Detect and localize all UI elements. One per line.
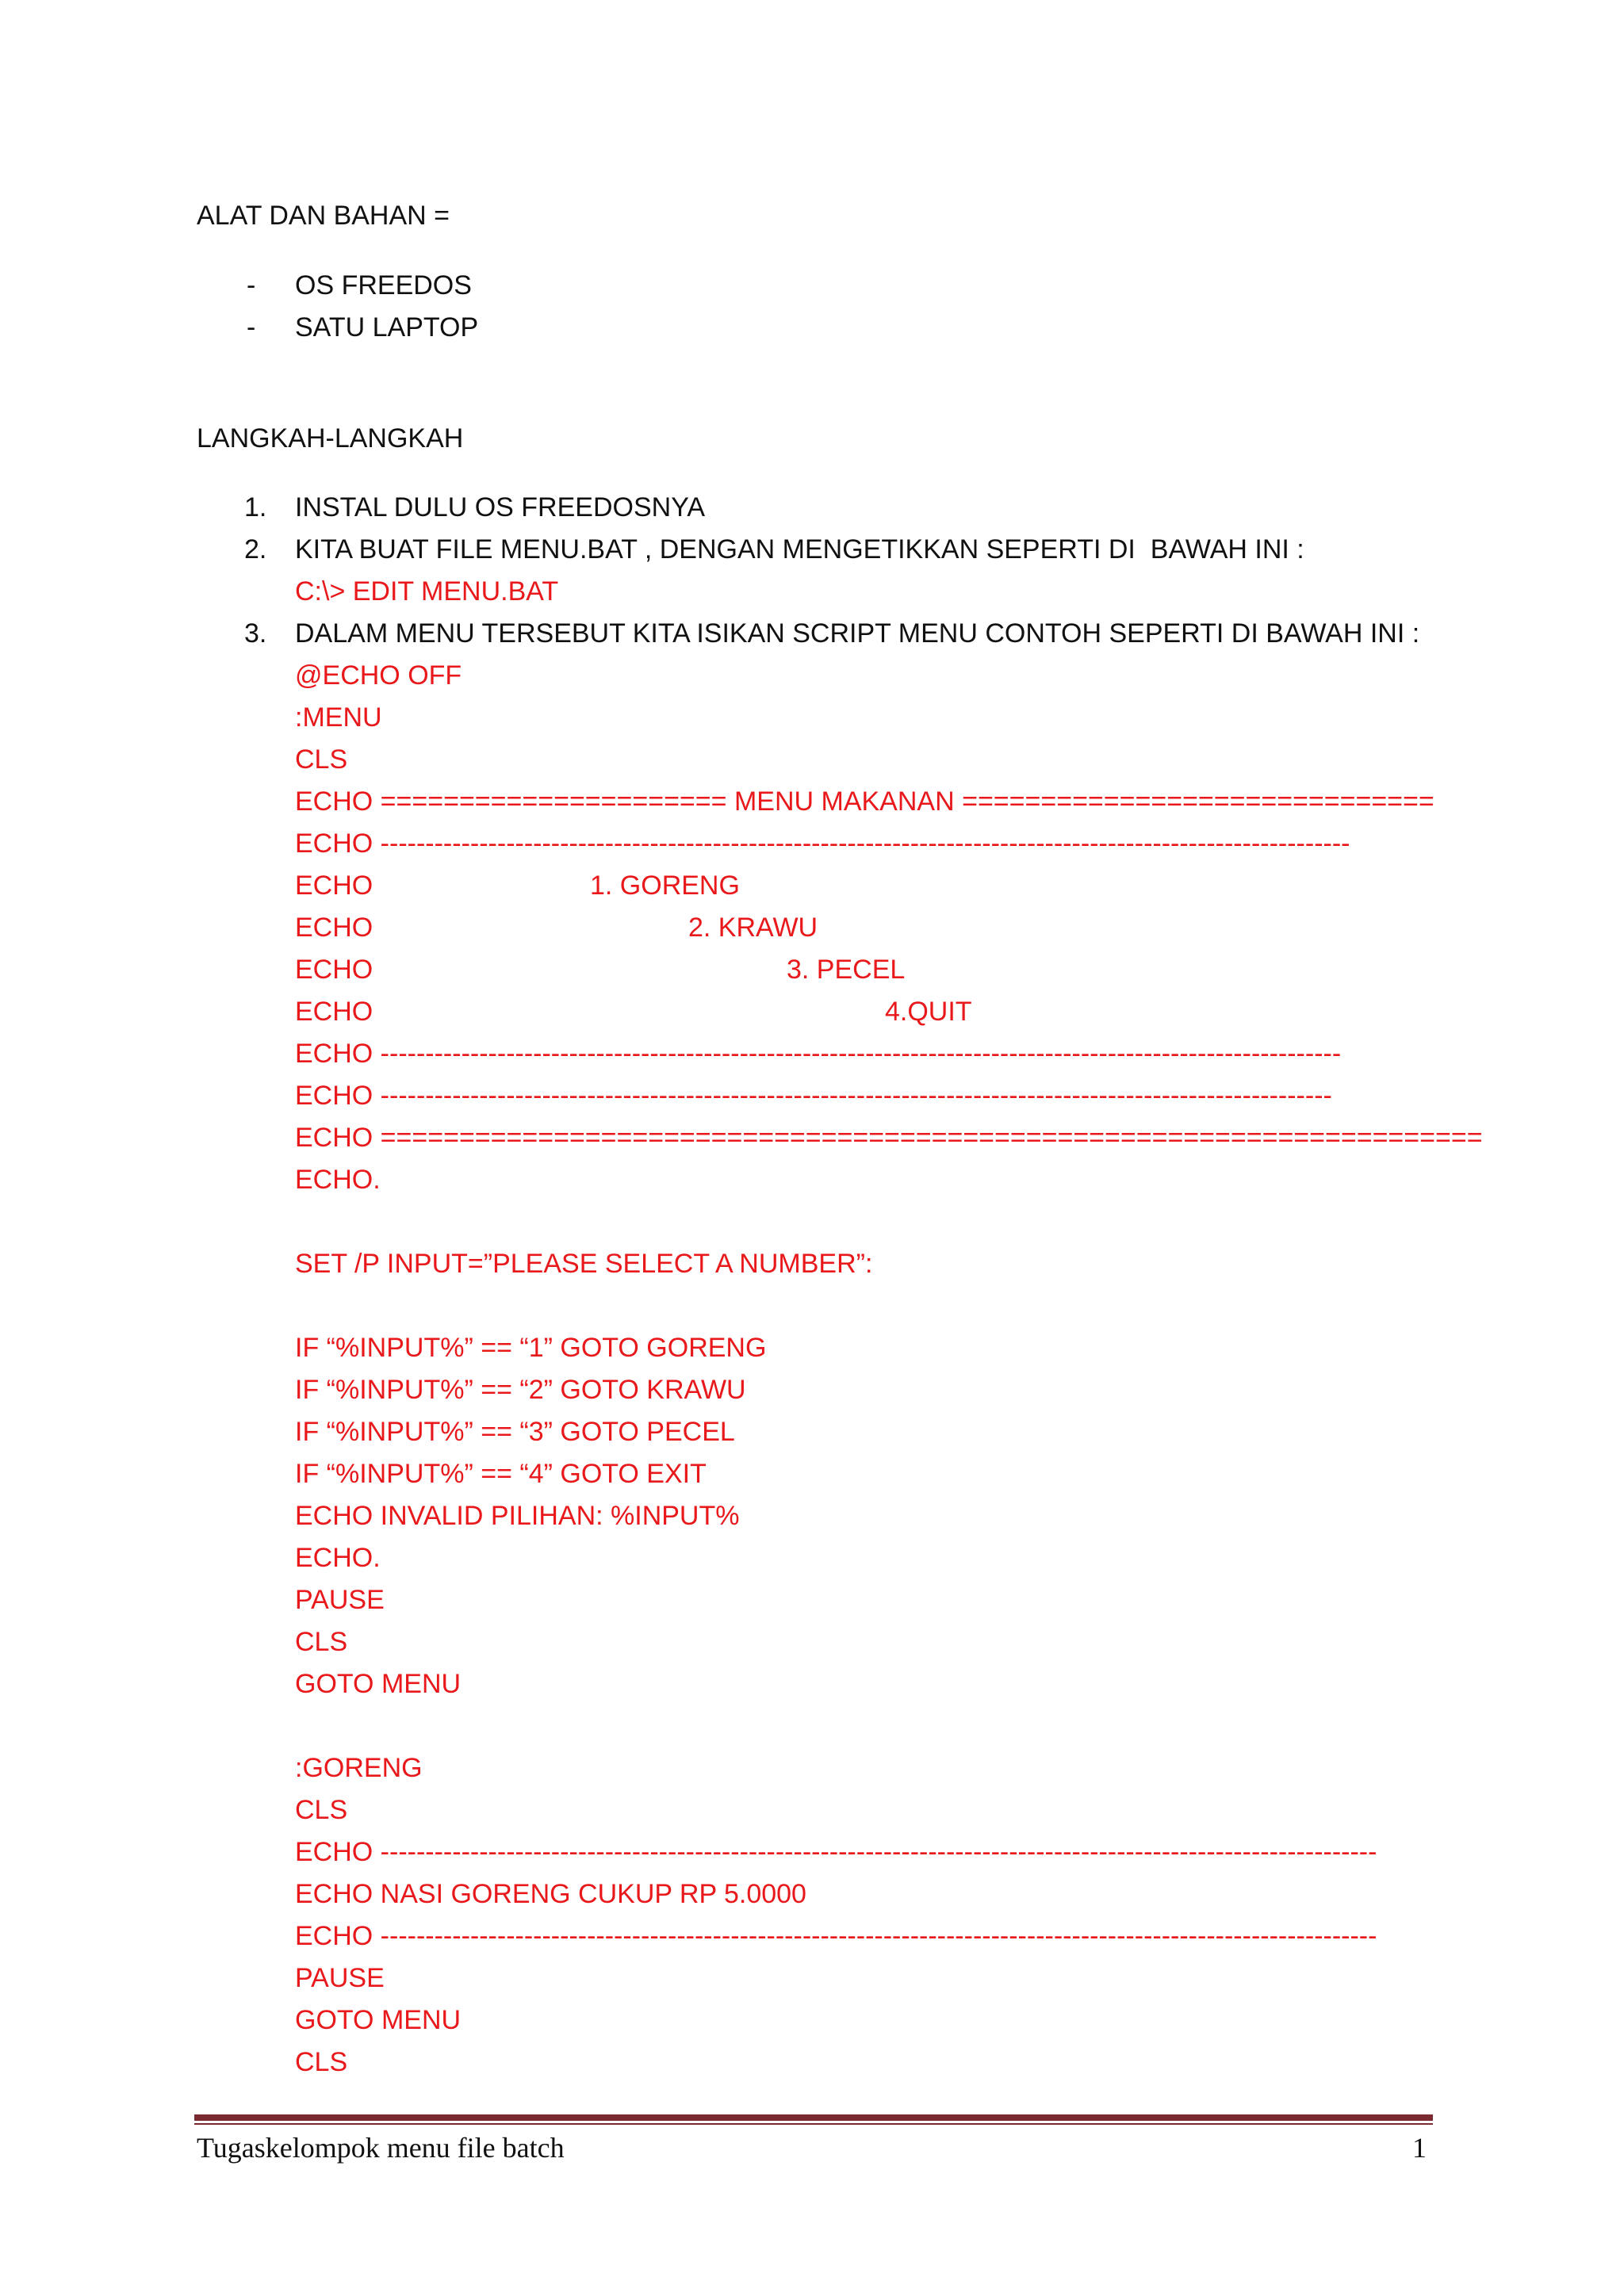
bullet-item-satu-laptop: SATU LAPTOP [295, 312, 479, 342]
menu-option-pecel: 3. PECEL [787, 955, 906, 985]
page-number: 1 [1412, 2132, 1427, 2164]
script-line: SET /P INPUT=”PLEASE SELECT A NUMBER”: [295, 1249, 873, 1279]
step-number: 1. [244, 492, 267, 522]
menu-option-quit: 4.QUIT [885, 997, 972, 1027]
step-number: 2. [244, 534, 267, 564]
script-line: IF “%INPUT%” == “1” GOTO GORENG [295, 1333, 767, 1363]
script-line: ECHO ----------------------------------------------------------------------------------------------------------- [295, 1039, 1342, 1069]
script-line: ECHO --------------------------------------------------------------------------------------------------------------- [295, 1921, 1377, 1951]
script-line: ECHO ====================== MENU MAKANAN ============================== [295, 786, 1434, 817]
heading-alat-dan-bahan: ALAT DAN BAHAN = [197, 201, 450, 231]
edit-command: C:\> EDIT MENU.BAT [295, 576, 559, 607]
script-line: ECHO [295, 997, 373, 1027]
heading-langkah-langkah: LANGKAH-LANGKAH [197, 423, 464, 453]
footer-rule [194, 2114, 1433, 2121]
script-line: ECHO ---------------------------------------------------------------------------------------------------------- [295, 1081, 1332, 1111]
step-1-text: INSTAL DULU OS FREEDOSNYA [295, 492, 706, 522]
script-line: ECHO. [295, 1165, 381, 1195]
script-line: PAUSE [295, 1963, 385, 1993]
script-line: GOTO MENU [295, 1669, 462, 1699]
script-line: ECHO [295, 871, 373, 901]
step-2-text: KITA BUAT FILE MENU.BAT , DENGAN MENGETIKKAN SEPERTI DI BAWAH INI : [295, 534, 1304, 564]
script-line: ECHO [295, 913, 373, 943]
footer-rule-thin [194, 2123, 1433, 2125]
script-line: IF “%INPUT%” == “3” GOTO PECEL [295, 1417, 735, 1447]
script-line: :GORENG [295, 1753, 423, 1783]
script-line: ECHO NASI GORENG CUKUP RP 5.0000 [295, 1879, 806, 1909]
script-line: ECHO --------------------------------------------------------------------------------------------------------------- [295, 1837, 1377, 1867]
script-line: PAUSE [295, 1585, 385, 1615]
menu-option-goreng: 1. GORENG [590, 871, 740, 901]
script-line: GOTO MENU [295, 2005, 462, 2035]
script-line: :MENU [295, 702, 382, 733]
bullet-marker: - [247, 312, 256, 342]
bullet-marker: - [247, 270, 256, 300]
menu-option-krawu: 2. KRAWU [688, 913, 818, 943]
script-line: CLS [295, 2047, 348, 2077]
script-line: ECHO ====================================================================== [295, 1123, 1483, 1153]
script-line: ECHO ------------------------------------------------------------------------------------------------------------ [295, 828, 1350, 859]
footer-title: Tugaskelompok menu file batch [197, 2132, 565, 2164]
script-line: ECHO [295, 955, 373, 985]
script-line: @ECHO OFF [295, 660, 462, 691]
script-line: CLS [295, 1627, 348, 1657]
step-3-text: DALAM MENU TERSEBUT KITA ISIKAN SCRIPT MENU CONTOH SEPERTI DI BAWAH INI : [295, 618, 1420, 649]
script-line: CLS [295, 1795, 348, 1825]
step-number: 3. [244, 618, 267, 649]
script-line: ECHO. [295, 1543, 381, 1573]
script-line: IF “%INPUT%” == “2” GOTO KRAWU [295, 1375, 746, 1405]
script-line: CLS [295, 744, 348, 775]
script-line: ECHO INVALID PILIHAN: %INPUT% [295, 1501, 740, 1531]
script-line: IF “%INPUT%” == “4” GOTO EXIT [295, 1459, 707, 1489]
bullet-item-os-freedos: OS FREEDOS [295, 270, 472, 300]
